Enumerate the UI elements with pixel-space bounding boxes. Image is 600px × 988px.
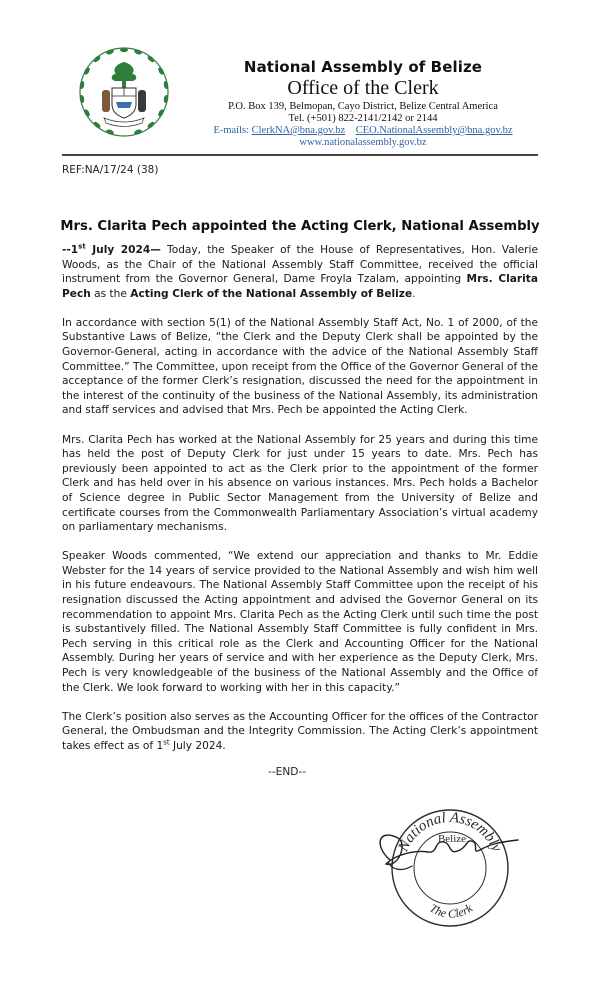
paragraph-5: The Clerk’s position also serves as the Accounting Officer for the offices of the Contractor General, the Ombudsman and the Integrity Commission. The Acting Clerk’s appointment takes effect as of 1st July 2024. <box>62 710 538 752</box>
telephone: Tel. (+501) 822-2141/2142 or 2144 <box>288 113 438 124</box>
office-name: Office of the Clerk <box>287 77 439 99</box>
stamp-center-text: Belize <box>437 833 467 845</box>
email-line <box>198 125 528 137</box>
appointee-name: Mrs. Clarita Pech <box>62 273 538 300</box>
coat-of-arms-seal-icon <box>76 44 172 140</box>
organization-name: National Assembly of Belize <box>243 58 483 76</box>
paragraph-4: Speaker Woods commented, “We extend our appreciation and thanks to Mr. Eddie Webster for the 14 years of service provided to the National Assembly and wish him well in his future endeavours. The National Assembly Staff Committee upon the receipt of his resignation discussed the Acting appointment and advised the Governor General on its recommendation to appoint Mrs. Clarita Pech as the Acting Clerk until such time the post is substantively filled. The National Assembly Staff Committee is fully confident in Mrs. Pech serving in this critical role as the Clerk and Accounting Officer for the National Assembly. During her years of service and with her experience as the Deputy Clerk, Mrs. Pech is very knowledgeable of the business of the National Assembly and the Office of the Clerk. We look forward to working with her in this capacity.” <box>62 550 538 694</box>
paragraph-2: In accordance with section 5(1) of the National Assembly Staff Act, No. 1 of 2000, of the Substantive Laws of Belize, “the Clerk and the Deputy Clerk shall be appointed by the Governor-General, acting in accordance with the advice of the National Assembly Staff Committee.” The Committee, upon receipt from the Office of the Governor General of the acceptance of the former Clerk’s resignation, discussed the need for the appointment in the interest of the continuity of the business of the National Assembly, its administration and staff services and advised that Mrs. Pech be appointed the Acting Clerk. <box>62 316 538 417</box>
emails-label: E-mails: <box>213 125 250 136</box>
paragraph-3: Mrs. Clarita Pech has worked at the National Assembly for 25 years and during this time has held the post of Deputy Clerk for just under 15 years to date. Mrs. Pech has previously been appointed to act as the Clerk prior to the appointment of the former Clerk and has held over in his absence on various instances. Mrs. Pech holds a Bachelor of Science degree in Public Sector Management from the University of Belize and certificate courses from the Commonwealth Parliamentary Association’s virtual academy on parliamentary mechanisms. <box>62 433 538 534</box>
email-link-ceo[interactable]: CEO.NationalAssembly@bna.gov.bz <box>355 125 513 136</box>
website-link[interactable]: www.nationalassembly.gov.bz <box>299 137 427 148</box>
reference-number: REF:NA/17/24 (38) <box>62 164 159 176</box>
postal-address: P.O. Box 139, Belmopan, Cayo District, Belize Central America <box>228 101 498 112</box>
document-title: Mrs. Clarita Pech appointed the Acting Clerk, National Assembly <box>60 219 540 234</box>
date-lead: --1st July 2024— <box>62 242 161 256</box>
stamp-top-text: National Assembly <box>395 809 505 855</box>
email-link-clerk[interactable]: ClerkNA@bna.gov.bz <box>251 125 346 136</box>
document-body <box>62 243 538 768</box>
letterhead <box>198 58 528 149</box>
stamp-bottom-text: The Clerk <box>427 900 475 921</box>
official-stamp-signature <box>368 798 530 930</box>
paragraph-1: --1st July 2024— Today, the Speaker of the House of Representatives, Hon. Valerie Woods, as the Chair of the National Assembly Staff Committee, received the official instrument from the Governor General, Dame Froyla Tzalam, appointing Mrs. Clarita Pech as the Acting Clerk of the National Assembly of Belize. <box>62 242 538 300</box>
appointed-role: Acting Clerk of the National Assembly of Belize <box>130 287 413 300</box>
end-mark: --END-- <box>268 766 307 778</box>
header-divider <box>62 154 538 156</box>
